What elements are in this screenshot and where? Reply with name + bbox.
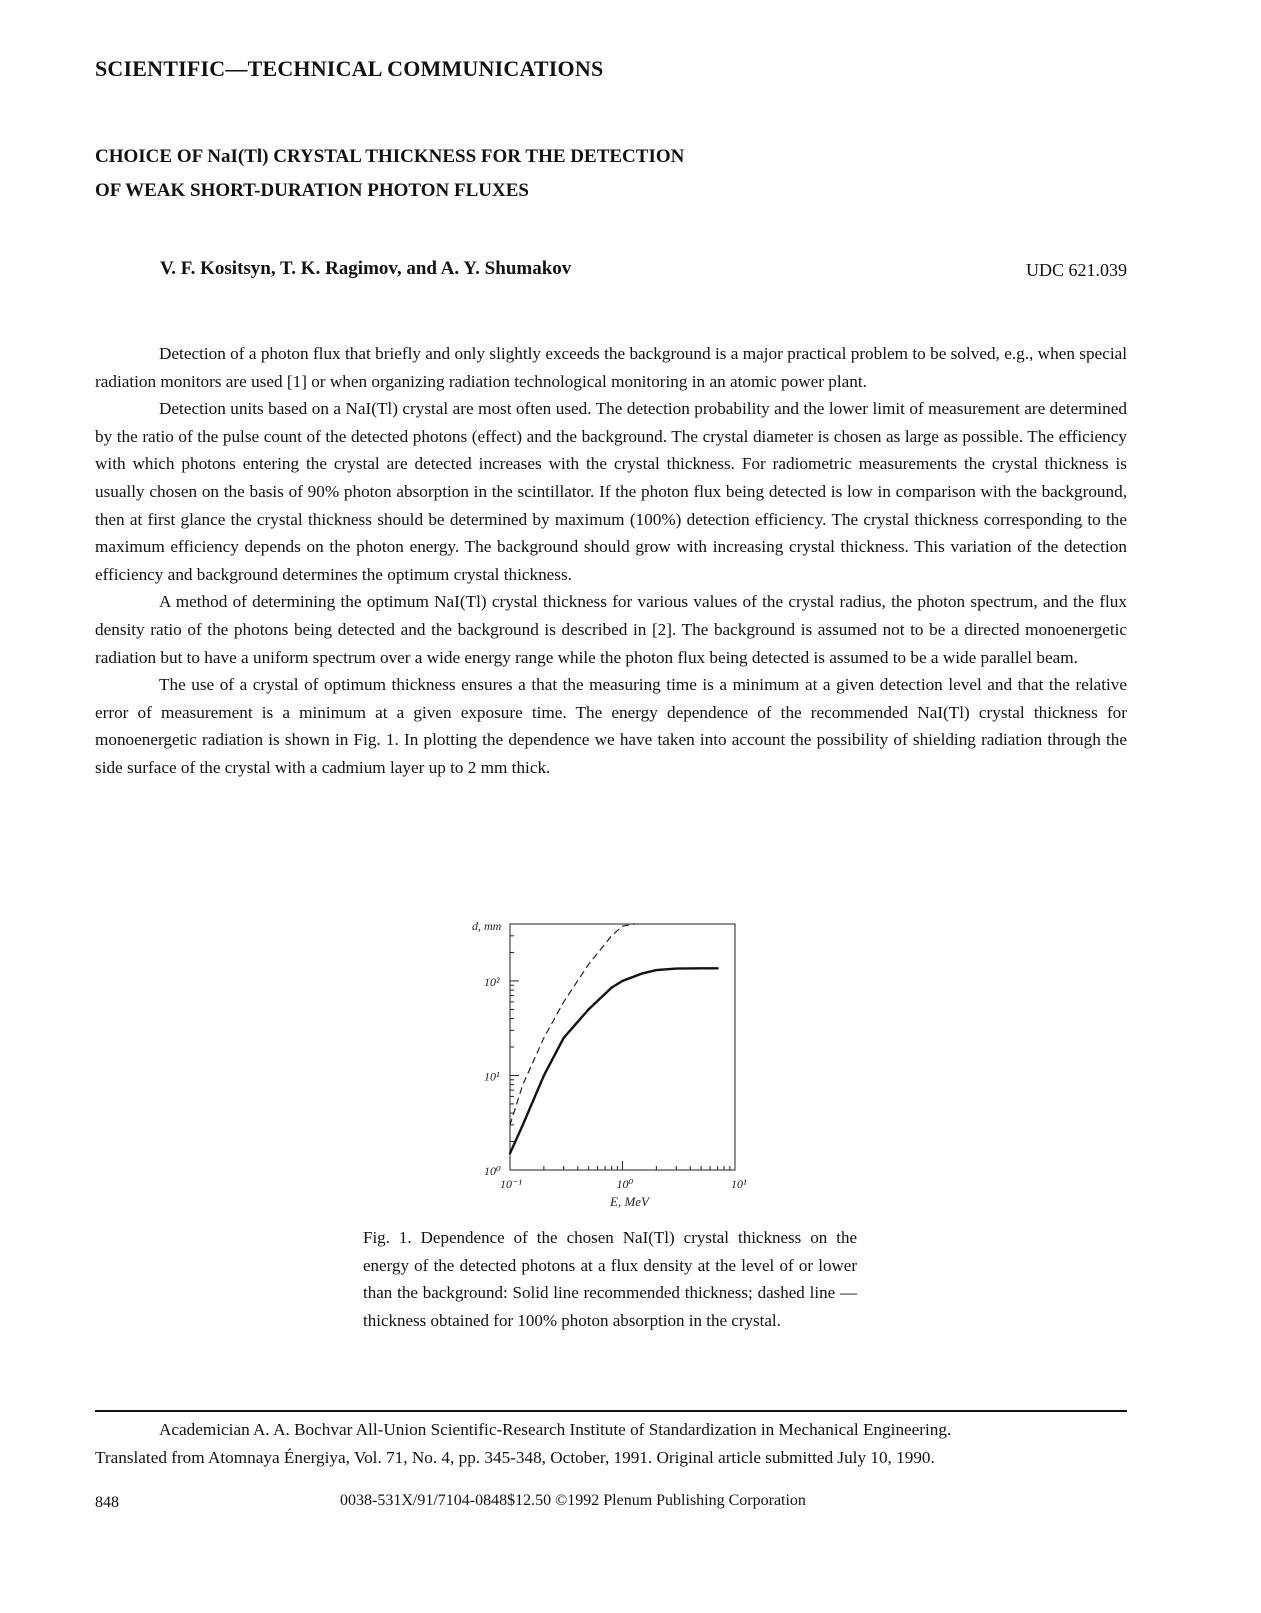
affiliation-line: Academician A. A. Bochvar All-Union Scientific-Research Institute of Standardization in Mechanical Engineering. xyxy=(159,1420,952,1439)
x-axis-label: E, MeV xyxy=(610,1194,649,1209)
y-tick-label: 10¹ xyxy=(484,1069,500,1084)
paragraph: Detection of a photon flux that briefly and only slightly exceeds the background is a major practical problem to be solved, e.g., when special radiation monitors are used [1] or when organizing radiation technological monitoring in an atomic power plant. xyxy=(95,344,1127,391)
chart xyxy=(470,912,760,1212)
x-tick-label: 10⁰ xyxy=(616,1177,634,1191)
article-title xyxy=(95,140,684,208)
footnote-rule xyxy=(95,1410,1127,1412)
copyright-line: 0038-531X/91/7104-0848$12.50 ©1992 Plenum Publishing Corporation xyxy=(340,1492,806,1509)
title-line-2: OF WEAK SHORT-DURATION PHOTON FLUXES xyxy=(95,180,529,201)
body-text xyxy=(95,340,1127,782)
title-line-1: CHOICE OF NaI(Tl) CRYSTAL THICKNESS FOR THE DETECTION xyxy=(95,146,685,167)
x-tick-label: 10⁻¹ xyxy=(500,1177,522,1191)
affiliation-footnote xyxy=(95,1416,1127,1471)
x-tick-label: 10¹ xyxy=(731,1177,747,1191)
udc-code: UDC 621.039 xyxy=(1025,260,1127,280)
y-axis-label: d, mm xyxy=(472,919,502,933)
solid-series-line xyxy=(510,968,718,1153)
paragraph: Detection units based on a NaI(Tl) crystal are most often used. The detection probability and the lower limit of measurement are determined by the ratio of the pulse count of the detected photons (effect) and the background. The crystal diameter is chosen as large as possible. The efficiency with which photons entering the crystal are detected increases with the crystal thickness. For radiometric measurements the crystal thickness is usually chosen on the basis of 90% photon absorption in the scintillator. If the photon flux being detected is low in comparison with the background, then at first glance the crystal thickness should be determined by maximum (100%) detection efficiency. The crystal thickness corresponding to the maximum efficiency depends on the photon energy. The background should grow with increasing crystal thickness. This variation of the detection efficiency and background determines the optimum crystal thickness. xyxy=(95,399,1127,584)
plot-frame xyxy=(510,924,735,1170)
paragraph: A method of determining the optimum NaI(Tl) crystal thickness for various values of the crystal radius, the photon spectrum, and the flux density ratio of the photons being detected and the background is described in [2]. The background is assumed not to be a directed monoenergetic radiation but to have a uniform spectrum over a wide energy range while the photon flux being detected is assumed to be a wide parallel beam. xyxy=(95,592,1127,667)
authors: V. F. Kositsyn, T. K. Ragimov, and A. Y. Shumakov xyxy=(160,258,572,279)
translation-line: Translated from Atomnaya Énergiya, Vol. 71, No. 4, pp. 345-348, October, 1991. Original article submitted July 10, 1990. xyxy=(95,1447,935,1467)
y-tick-label: 10⁰ xyxy=(484,1164,501,1178)
figure-1 xyxy=(470,912,760,1212)
paragraph: The use of a crystal of optimum thickness ensures a that the measuring time is a minimum at a given detection level and that the relative error of measurement is a minimum at a given exposure time. The energy dependence of the recommended NaI(Tl) crystal thickness for monoenergetic radiation is shown in Fig. 1. In plotting the dependence we have taken into account the possibility of shielding radiation through the side surface of the crystal with a cadmium layer up to 2 mm thick. xyxy=(95,675,1127,777)
section-heading: SCIENTIFIC—TECHNICAL COMMUNICATIONS xyxy=(95,56,604,81)
figure-caption: Fig. 1. Dependence of the chosen NaI(Tl) crystal thickness on the energy of the detected photons at a flux density at the level of or lower than the background: Solid line recommended thickness; dashed line — thickness obtained for 100% photon absorption in the crystal. xyxy=(363,1228,857,1330)
page-number: 848 xyxy=(95,1494,119,1511)
dashed-series-line xyxy=(510,924,635,1125)
y-tick-label: 10² xyxy=(484,974,500,989)
